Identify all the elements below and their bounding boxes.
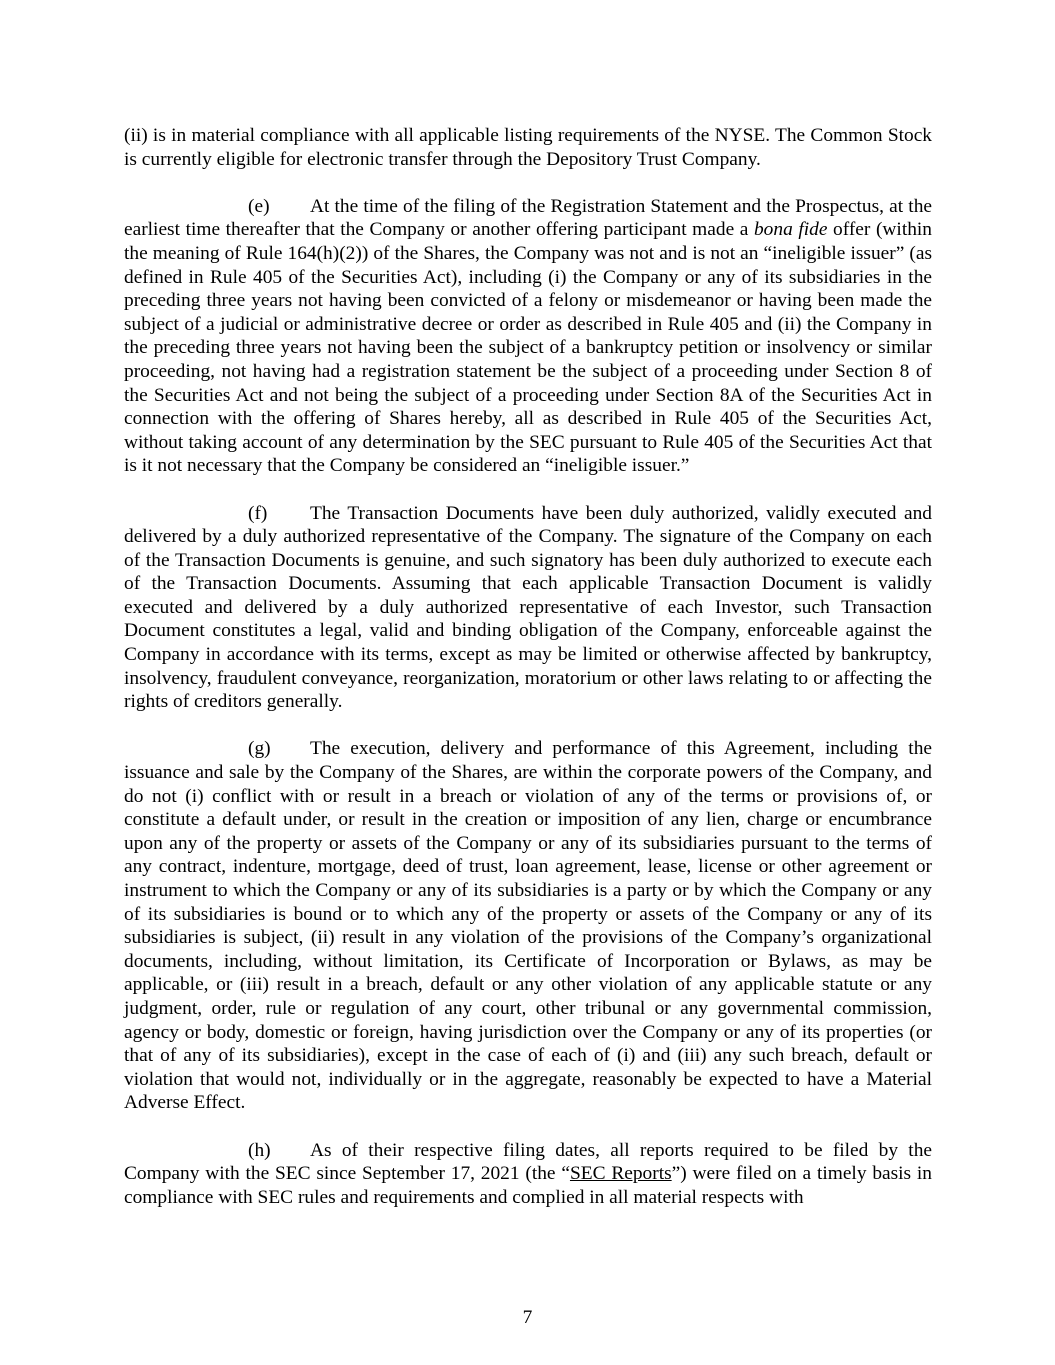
paragraph-g-text: The execution, delivery and performance of this Agreement, including the issuance and sale by the Company of the Shares, are within the corporate powers of the Company, and do not (i) conflict with or result in a breach or violation of any of the terms or provisions of, or constitute a default under, or result in the creation or imposition of any lien, charge or encumbrance upon any of the property or assets of the Company or any of its subsidiaries pursuant to the terms of any contract, indenture, mortgage, deed of trust, loan agreement, lease, license or other agreement or instrument to which the Company or any of its subsidiaries is a party or by which the Company or any of its subsidiaries is bound or to which any of the property or assets of the Company or any of its subsidiaries is subject, (ii) result in any violation of the provisions of the Company’s organizational documents, including, without limitation, its Certificate of Incorporation or Bylaws, as may be applicable, or (iii) result in a breach, default or any other violation of any applicable statute or any judgment, order, rule or regulation of any court, other tribunal or any governmental commission, agency or body, domestic or foreign, having jurisdiction over the Company or any of its properties (or that of any of its subsidiaries), except in the case of each of (i) and (iii) any such breach, default or violation that would not, individually or in the aggregate, reasonably be expected to have a Material Adverse Effect. xyxy=(124,738,932,1114)
paragraph-e-label: (e) xyxy=(248,195,270,217)
paragraph-f-label: (f) xyxy=(248,502,268,524)
document-page xyxy=(124,124,932,1209)
intro-text: (ii) is in material compliance with all applicable listing requirements of the NYSE. The Common Stock is currently eligible for electronic transfer through the Depository Trust Company. xyxy=(124,125,932,170)
paragraph-f-text: The Transaction Documents have been duly authorized, validly executed and delivered by a duly authorized representative of the Company. The signature of the Company on each of the Transaction Documents is genuine, and such signatory has been duly authorized to execute each of the Transaction Documents. Assuming that each applicable Transaction Document is validly executed and delivered by a duly authorized representative of each Investor, such Transaction Document constitutes a legal, valid and binding obligation of the Company, enforceable against the Company in accordance with its terms, except as may be limited or otherwise affected by bankruptcy, insolvency, fraudulent conveyance, reorganization, moratorium or other laws relating to or affecting the rights of creditors generally. xyxy=(124,502,932,713)
paragraph-h-text-b: ”) were filed on a timely basis in compliance with SEC rules and requirements and complied in all material respects with xyxy=(124,1163,932,1208)
paragraph-f xyxy=(124,502,932,714)
paragraph-g-label: (g) xyxy=(248,738,271,760)
sec-reports-defined-term: SEC Reports xyxy=(569,1163,672,1185)
paragraph-h-text-a: As of their respective filing dates, all reports required to be filed by the Company with the SEC since September 17, 2021 (the “ xyxy=(124,1139,932,1185)
paragraph-e xyxy=(124,195,932,478)
paragraph-g xyxy=(124,737,932,1115)
intro-paragraph xyxy=(124,124,932,171)
page-number: 7 xyxy=(522,1307,533,1328)
paragraph-h-label: (h) xyxy=(248,1139,271,1161)
paragraph-e-text-b: offer (within the meaning of Rule 164(h)(2)) of the Shares, the Company was not and is not an “ineligible issuer” (as defined in Rule 405 of the Securities Act), including (i) the Company or any of its subsidiaries in the preceding three years not having been convicted of a felony or misdemeanor or having been made the subject of a judicial or administrative decree or order as described in Rule 405 and (ii) the Company in the preceding three years not having been the subject of a bankruptcy petition or insolvency or similar proceeding, not having had a registration statement be the subject of a proceeding under Section 8 of the Securities Act and not being the subject of a proceeding under Section 8A of the Securities Act in connection with the offering of Shares hereby, all as described in Rule 405 of the Securities Act, without taking account of any determination by the SEC pursuant to Rule 405 of the Securities Act that is it not necessary that the Company be considered an “ineligible issuer.” xyxy=(124,219,932,477)
paragraph-e-text-a: At the time of the filing of the Registration Statement and the Prospectus, at the earliest time thereafter that the Company or another offering participant made a xyxy=(124,195,932,241)
paragraph-e-italic: bona fide xyxy=(753,219,828,241)
paragraph-h xyxy=(124,1139,932,1210)
